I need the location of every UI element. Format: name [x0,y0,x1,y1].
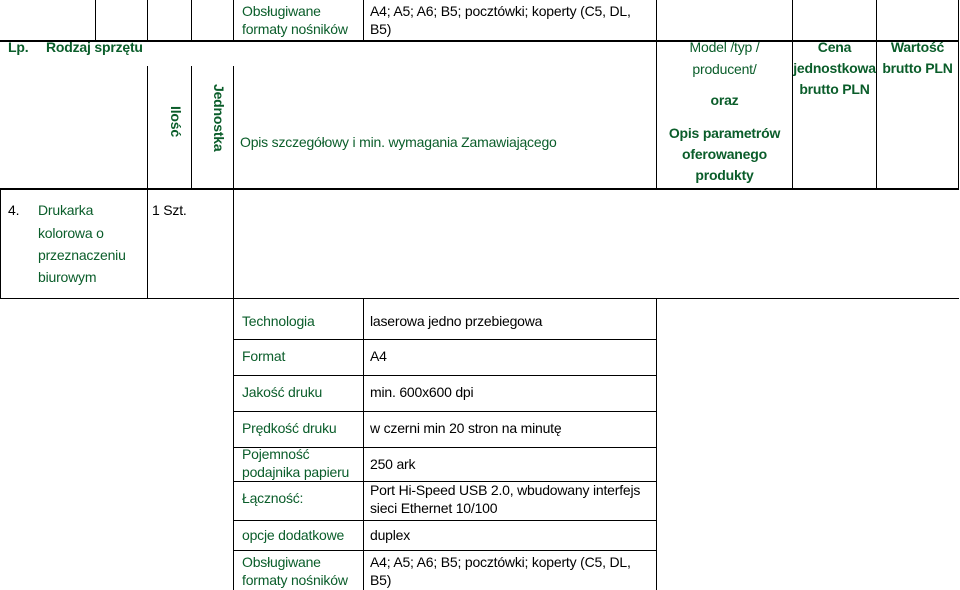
header-opis: Opis szczegółowy i min. wymagania Zamawiającego [240,134,557,150]
header-lp: Lp. [8,39,29,55]
item-number: 4. [8,202,20,218]
header-rodzaj: Rodzaj sprzętu [46,39,143,55]
header-jednostka: Jednostka [211,84,227,152]
header-ilosc: Ilość [168,106,184,137]
item-quantity-unit: 1 Szt. [152,202,187,218]
